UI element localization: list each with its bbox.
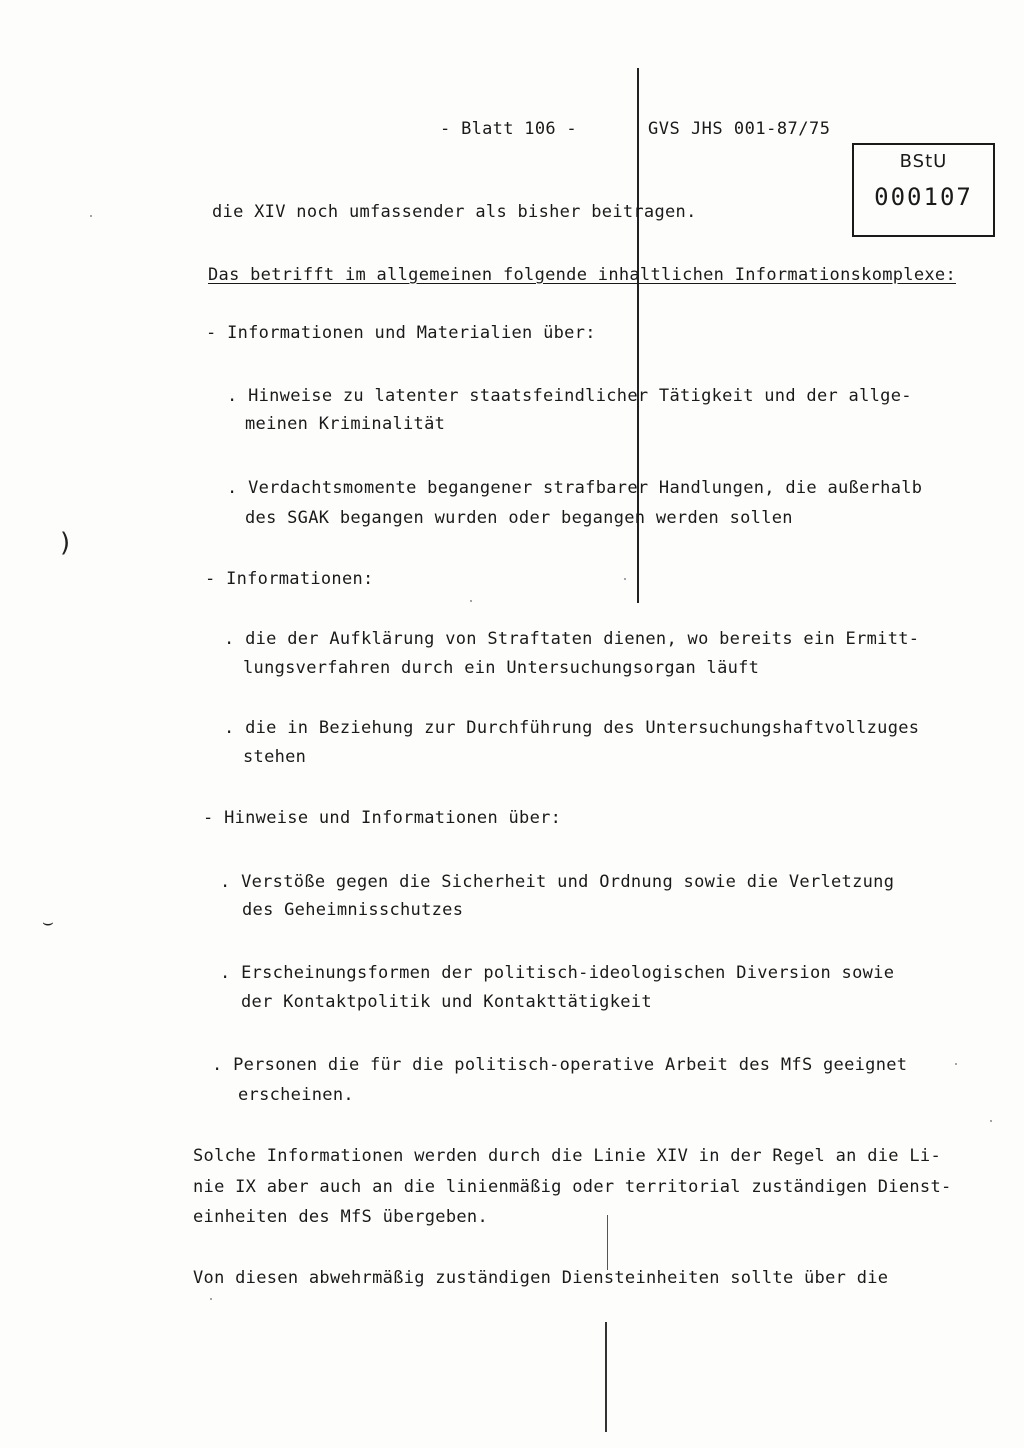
page-fold-line-lower	[607, 1215, 608, 1270]
paragraph1-line2: nie IX aber auch an die linienmäßig oder territorial zuständigen Dienst-	[193, 1177, 952, 1197]
s2-item1-line2: lungsverfahren durch ein Untersuchungsorgan läuft	[243, 658, 760, 678]
paragraph2-line1: Von diesen abwehrmäßig zuständigen Diensteinheiten sollte über die	[193, 1268, 889, 1288]
document-reference: GVS JHS 001-87/75	[648, 119, 831, 139]
scan-speck	[470, 600, 472, 602]
paragraph1-line3: einheiten des MfS übergeben.	[193, 1207, 488, 1227]
archive-stamp	[852, 143, 995, 237]
s3-item3-line1: . Personen die für die politisch-operative Arbeit des MfS geeignet	[212, 1055, 908, 1075]
margin-tick-mark: ⌣	[42, 912, 54, 933]
s3-item2-line1: . Erscheinungsformen der politisch-ideologischen Diversion sowie	[220, 963, 895, 983]
s3-item1-line2: des Geheimnisschutzes	[242, 900, 464, 920]
s1-item1-line2: meinen Kriminalität	[245, 414, 446, 434]
stamp-number: 000107	[874, 183, 973, 211]
s2-item2-line2: stehen	[243, 747, 307, 767]
s3-item2-line2: der Kontaktpolitik und Kontakttätigkeit	[241, 992, 652, 1012]
scan-speck	[990, 1120, 992, 1122]
intro-line: die XIV noch umfassender als bisher beitragen.	[212, 202, 697, 222]
s1-item1-line1: . Hinweise zu latenter staatsfeindlicher Tätigkeit und der allge-	[227, 386, 912, 406]
scan-speck	[210, 1298, 212, 1300]
section2-title: - Informationen:	[205, 569, 374, 589]
stamp-agency: BStU	[899, 151, 948, 172]
s3-item1-line1: . Verstöße gegen die Sicherheit und Ordnung sowie die Verletzung	[220, 872, 895, 892]
margin-bracket-mark: )	[60, 528, 71, 558]
section3-title: - Hinweise und Informationen über:	[203, 808, 562, 828]
s2-item1-line1: . die der Aufklärung von Straftaten dienen, wo bereits ein Ermitt-	[224, 629, 920, 649]
page-fold-line-bottom	[605, 1322, 607, 1432]
scan-speck	[90, 215, 92, 217]
scan-speck	[955, 1063, 957, 1065]
paragraph1-line1: Solche Informationen werden durch die Linie XIV in der Regel an die Li-	[193, 1146, 941, 1166]
section1-title: - Informationen und Materialien über:	[206, 323, 596, 343]
sheet-number: - Blatt 106 -	[440, 119, 577, 139]
s1-item2-line1: . Verdachtsmomente begangener strafbarer Handlungen, die außerhalb	[227, 478, 923, 498]
scan-speck	[624, 578, 626, 580]
s3-item3-line2: erscheinen.	[238, 1085, 354, 1105]
s1-item2-line2: des SGAK begangen wurden oder begangen werden sollen	[245, 508, 793, 528]
s2-item2-line1: . die in Beziehung zur Durchführung des Untersuchungshaftvollzuges	[224, 718, 920, 738]
section-heading: Das betrifft im allgemeinen folgende inhaltlichen Informationskomplexe:	[208, 265, 956, 285]
